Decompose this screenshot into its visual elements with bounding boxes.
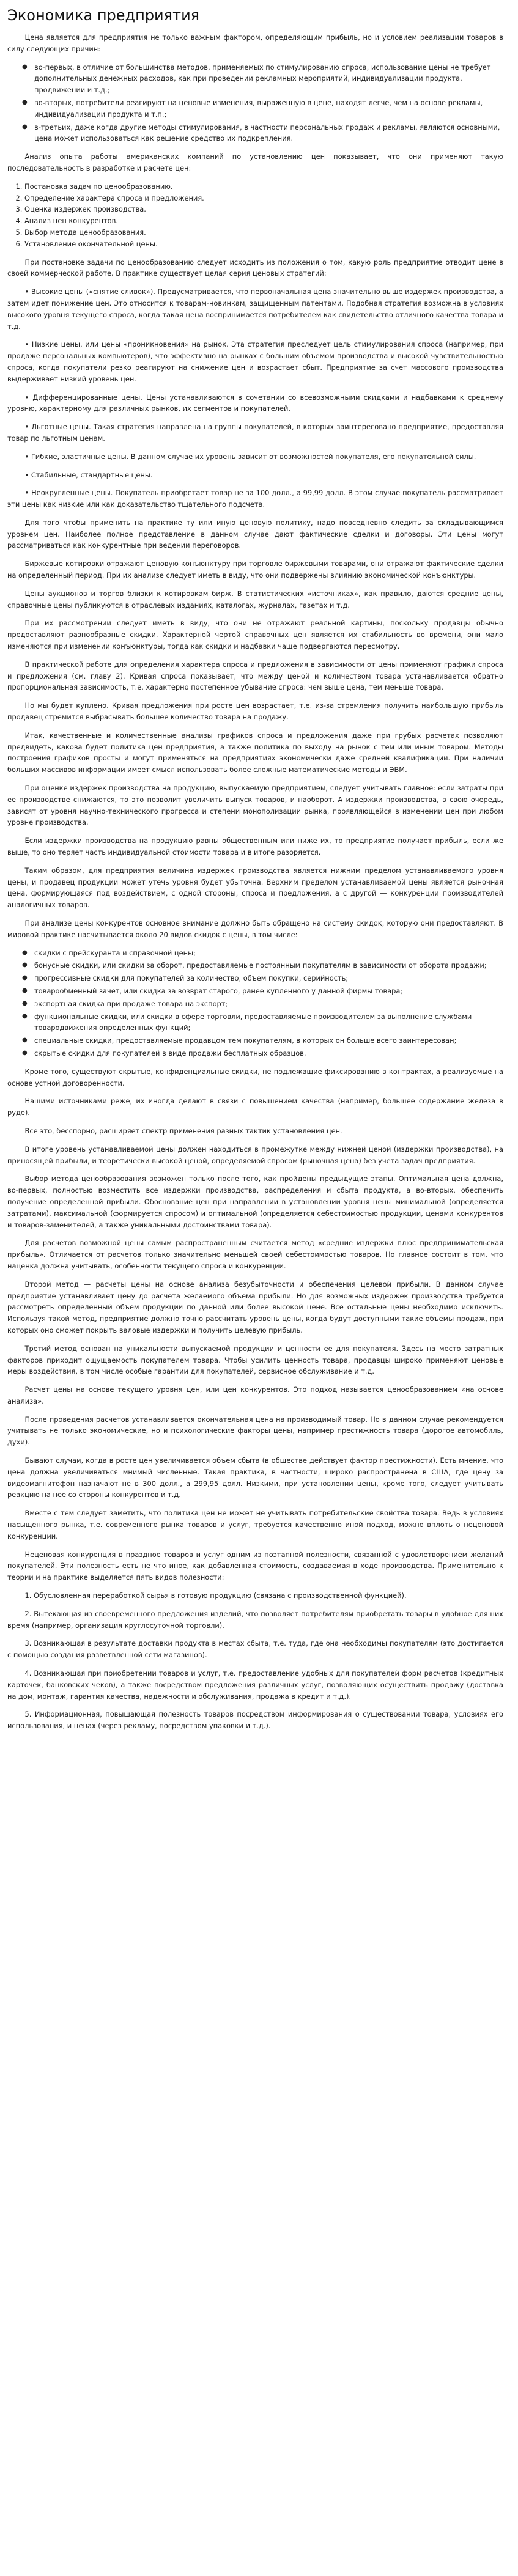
paragraph: • Низкие цены, или цены «проникновения» на рынок. Эта стратегия преследует цель стимулирования спроса (например, при продаже персональных компьютеров), что эффективно на рынках с большим объемом производства и высокой чувствительностью спроса, когда покупатели резко реагируют на снижение цен и возрастает сбыт. Предприятие за счет массового производства выдерживает низкий уровень цен. xyxy=(7,340,503,383)
paragraph: 4. Возникающая при приобретении товаров и услуг, т.е. предоставление удобных для покупателей форм расчетов (кредитных карточек, банковских чеков), а также посредством предложения различных услуг, позволяющих осуществить продажу (доставка на дом, монтаж, гарантия качества, надежности и обслуживания, продажа в кредит и т.д.). xyxy=(7,1669,503,1701)
list-item: ● функциональные скидки, или скидки в сфере торговли, предоставляемые производителем за выполнение службами товародвижения определенных функций; xyxy=(34,1011,503,1034)
paragraph: Нашими источниками реже, их иногда делают в связи с повышением качества (например, большее содержание железа в руде). xyxy=(7,1097,503,1117)
page-title: Экономика предприятия xyxy=(7,7,200,24)
paragraph: • Высокие цены («снятие сливок»). Предусматривается, что первоначальная цена значительно выше издержек производства, а затем идет понижение цен. Это относится к товарам-новинкам, защищенным патентами. Подобная стратегия возможна в условиях высокого уровня текущего спроса, когда такая цена воспринимается потребителем как свидетельство отличного качества товара и т.д. xyxy=(7,287,503,331)
paragraph-analysis: Анализ опыта работы американских компаний по установлению цен показывает, что они применяют такую последовательность в разработке и расчете цен: xyxy=(7,152,503,172)
list-item: 1. Постановка задач по ценообразованию. xyxy=(24,181,503,193)
paragraph: Все это, бесспорно, расширяет спектр применения разных тактик установления цен. xyxy=(24,1126,342,1135)
list-item: ● экспортная скидка при продаже товара на экспорт; xyxy=(34,998,503,1010)
paragraph: Таким образом, для предприятия величина издержек производства является нижним пределом устанавливаемого уровня цены, и продавец продукции может утечь уровня будет убыточна. Верхним пределом устанавливаемой цены является рыночная цена, формирующаяся под воздействием, с одной стороны, спроса и предложения, а с другой — конкуренции производителей аналогичных товаров. xyxy=(7,866,503,910)
list-item: ● прогрессивные скидки для покупателей за количество, объем покупки, серийность; xyxy=(34,973,503,984)
paragraph: 5. Информационная, повышающая полезность товаров посредством информирования о существовании товара, условиях его использования, и ценах (через рекламу, посредством упаковки и т.д.). xyxy=(7,1710,503,1731)
paragraph: Расчет цены на основе текущего уровня цен, или цен конкурентов. Это подход называется ценообразованием «на основе анализа». xyxy=(7,1385,503,1405)
list-item: ● во-вторых, потребители реагируют на ценовые изменения, выраженную в цене, находят легче, чем на основе рекламы, индивидуализации продукта и т.п.; xyxy=(34,97,503,120)
paragraph-intro: Цена является для предприятия не только важным фактором, определяющим прибыль, но и условием реализации товаров в силу следующих причин: xyxy=(7,33,503,53)
discounts-list xyxy=(7,948,503,1059)
paragraph: Бывают случаи, когда в росте цен увеличивается объем сбыта (в обществе действует фактор престижности). Есть мнение, что цена должна увеличиваться мнимый численные. Такая практика, в частности, широко распространена в США, где цену за видеомагнитофон назначают не в 300 долл., а 299,95 долл. Низкими, при установлении цены, кроме того, следует учитывать реакцию на нее со стороны конкурентов и т.д. xyxy=(7,1456,503,1500)
paragraph: После проведения расчетов устанавливается окончательная цена на производимый товар. Но в данном случае рекомендуется учитывать не только экономические, но и психологические факторы цены, например престижность товара (дорогое автомобиль, духи). xyxy=(7,1415,503,1447)
paragraph: В итоге уровень устанавливаемой цены должен находиться в промежутке между нижней ценой (издержки производства), на приносящей прибыли, и теоретически высокой ценой, определяемой спросом (рыночная цена) без учета задач предприятия. xyxy=(7,1144,503,1165)
paragraph: При оценке издержек производства на продукцию, выпускаемую предприятием, следует учитывать главное: если затраты при ее производстве снижаются, то это позволит увеличить выпуск товаров, и наоборот. А издержки производства, в свою очередь, зависят от уровня научно-технического прогресса и степени монополизации рынка, проявляющейся в изменении цен при любом уровне производства. xyxy=(7,784,503,827)
paragraph: Итак, качественные и количественные анализы графиков спроса и предложения даже при грубых расчетах позволяют предвидеть, какова будет политика цен предприятия, а также политика по выходу на рынок с тем или иным товаром. Методы построения графиков просты и могут применяться на предприятиях экономически даже средней квалификации. При наличии больших массивов информации имеет смысл использовать более сложные математические методы и ЭВМ. xyxy=(7,730,503,775)
paragraph: Выбор метода ценообразования возможен только после того, как пройдены предыдущие этапы. Оптимальная цена должна, во-первых, полностью возместить все издержки производства, распределения и сбыта продукта, а во-вторых, обеспечить получение определенной прибыли. Обоснование цен при направлении в установлении уровня цены минимальной (определяется затратами), максимальной (формируется спросом) и оптимальной (определяется себестоимостью продукции, ценами конкурентов и товаров-заменителей, а также уникальными достоинствами товара). xyxy=(7,1174,503,1229)
paragraph: Вместе с тем следует заметить, что политика цен не может не учитывать потребительские свойства товара. Ведь в условиях насыщенного рынка, т.е. современного рынка товаров и услуг, требуется качественно иной подход, можно вплоть о неценовой конкуренции. xyxy=(7,1509,503,1540)
paragraph: Второй метод — расчеты цены на основе анализа безубыточности и обеспечения целевой прибыли. В данном случае предприятие устанавливает цену до расчета желаемого объема прибыли. Но для возможных издержек производства требуется рассмотреть определенный объем продукции по данной или более высокой цене. Все остальные цены необходимо исключить. Используя такой метод, предприятие должно точно рассчитать уровень цены, когда будут доступными такие объемы продаж, при которых оно сможет покрыть валовые издержки и получить целевую прибыль. xyxy=(7,1279,503,1334)
paragraph: • Льготные цены. Такая стратегия направлена на группы покупателей, в которых заинтересовано предприятие, предоставляя товар по льготным ценам. xyxy=(7,422,503,443)
paragraph: Неценовая конкуренция в праздное товаров и услуг одним из поэтапной полезности, связанной с удовлетворением желаний покупателей. Эти полезность есть не что иное, как добавленная стоимость, создаваемая в ходе производства. Применительно к теории и на практике выделяется пять видов полезности: xyxy=(7,1550,503,1582)
paragraph: В практической работе для определения характера спроса и предложения в зависимости от цены применяют графики спроса и предложения (см. главу 2). Кривая спроса показывает, что между ценой и количеством товара устанавливается обратно пропорциональная зависимость, т.е. характерно постепенное убывание спроса: чем выше цена, тем меньше товара. xyxy=(7,660,503,692)
list-item: 3. Оценка издержек производства. xyxy=(24,204,503,215)
paragraph: При постановке задачи по ценообразованию следует исходить из положения о том, какую роль предприятие отводит цене в своей коммерческой работе. В практике существует целая серия ценовых стратегий: xyxy=(7,257,503,278)
list-item: ● скидки с прейскуранта и справочной цены; xyxy=(34,948,503,959)
paragraph: 2. Вытекающая из своевременного предложения изделий, что позволяет потребителям приобретать товары в удобное для них время (например, организация круглосуточной торговли). xyxy=(7,1609,503,1630)
paragraph: • Стабильные, стандартные цены. xyxy=(24,470,153,479)
paragraph: Кроме того, существуют скрытые, конфиденциальные скидки, не подлежащие фиксированию в контрактах, а реализуемые на основе устной договоренности. xyxy=(7,1067,503,1087)
paragraph: Третий метод основан на уникальности выпускаемой продукции и ценности ее для покупателя. Здесь на место затратных факторов приходит ощущаемость покупателем товара. Чтобы усилить ценность товара, продавцы широко применяют ценовые меры воздействия, в том числе особые гарантии для покупателей, сервисное обслуживание и т.д. xyxy=(7,1344,503,1376)
reasons-list xyxy=(7,62,503,145)
paragraph: Для того чтобы применить на практике ту или иную ценовую политику, надо повседневно следить за складывающимся уровнем цен. Наиболее полное представление в данном случае дают фактические сделки и договоры. Эти цены могут рассматриваться как конкурентные при ведении переговоров. xyxy=(7,518,503,550)
list-item: 5. Выбор метода ценообразования. xyxy=(24,227,503,238)
paragraph: Для расчетов возможной цены самым распространенным считается метод «средние издержки плюс предпринимательская прибыль». Отличается от расчетов только значительно меньшей своей себестоимостью товаров. Но главное состоит в том, что наценка должна учитывать, особенности текущего спроса и конкуренции. xyxy=(7,1238,503,1270)
list-item: ● специальные скидки, предоставляемые продавцом тем покупателям, в которых он больше всего заинтересован; xyxy=(34,1035,503,1047)
paragraph: • Неокругленные цены. Покупатель приобретает товар не за 100 долл., а 99,99 долл. В этом случае покупатель рассматривает эти цены как низкие или как доказательство тщательного подсчета. xyxy=(7,488,503,509)
paragraph: Но мы будет куплено. Кривая предложения при росте цен возрастает, т.е. из-за стремления получить наибольшую прибыль продавец стремится выбрасывать большее количество товара на продажу. xyxy=(7,701,503,722)
paragraph: Если издержки производства на продукцию равны общественным или ниже их, то предприятие получает прибыль, если же выше, то оно теряет часть индивидуальной стоимости товара и в итоге разоряется. xyxy=(7,836,503,857)
paragraph: 3. Возникающая в результате доставки продукта в местах сбыта, т.е. туда, где она необходимы покупателям (это достигается с помощью создания разветвленной сети магазинов). xyxy=(7,1639,503,1660)
paragraph: • Гибкие, эластичные цены. В данном случае их уровень зависит от возможностей покупателя, его покупательной силы. xyxy=(24,452,476,461)
paragraph: 1. Обусловленная переработкой сырья в готовую продукцию (связана с производственной функцией). xyxy=(24,1591,407,1600)
paragraph: Биржевые котировки отражают ценовую конъюнктуру при торговле биржевыми товарами, они отражают фактические сделки на определенный период. При их анализе следует иметь в виду, что они подвержены влиянию экономической конъюнктуры. xyxy=(7,559,503,580)
list-item: ● бонусные скидки, или скидки за оборот, предоставляемые постоянным покупателям в зависимости от оборота продажи; xyxy=(34,960,503,971)
paragraph: При анализе цены конкурентов основное внимание должно быть обращено на систему скидок, которую они предоставляют. В мировой практике насчитывается около 20 видов скидок с цены, в том числе: xyxy=(7,919,503,939)
list-item: ● товарообменный зачет, или скидка за возврат старого, ранее купленного у данной фирмы товара; xyxy=(34,985,503,997)
paragraph: Цены аукционов и торгов близки к котировкам бирж. В статистических «источниках», как правило, даются средние цены, справочные цены публикуются в отраслевых изданиях, каталогах, журналах, газетах и т.д. xyxy=(7,589,503,609)
list-item: 2. Определение характера спроса и предложения. xyxy=(24,193,503,204)
list-item: 4. Анализ цен конкурентов. xyxy=(24,215,503,227)
list-item: ● в-третьих, даже когда другие методы стимулирования, в частности персональных продаж и рекламы, являются основными, цена может использоваться как решение средство их подкрепления. xyxy=(34,122,503,145)
list-item: 6. Установление окончательной цены. xyxy=(24,238,503,250)
steps-list xyxy=(7,181,503,250)
list-item: ● во-первых, в отличие от большинства методов, применяемых по стимулированию спроса, использование цены не требует дополнительных денежных расходов, как при проведении рекламных мероприятий, индивидуализации продукта, продвижении и т.д.; xyxy=(34,62,503,96)
paragraph: При их рассмотрении следует иметь в виду, что они не отражают реальной картины, поскольку продавцы обычно предоставляют разнообразные скидки. Характерной чертой справочных цен является их стабильность во времени, они мало изменяются при изменении конъюнктуры, тогда как скидки и надбавки чаще подвергаются пересмотру. xyxy=(7,619,503,651)
list-item: ● скрытые скидки для покупателей в виде продажи бесплатных образцов. xyxy=(34,1048,503,1059)
paragraph: • Дифференцированные цены. Цены устанавливаются в сочетании со всевозможными скидками и надбавками к среднему уровню, характерному для различных рынков, их сегментов и покупателей. xyxy=(7,392,503,413)
